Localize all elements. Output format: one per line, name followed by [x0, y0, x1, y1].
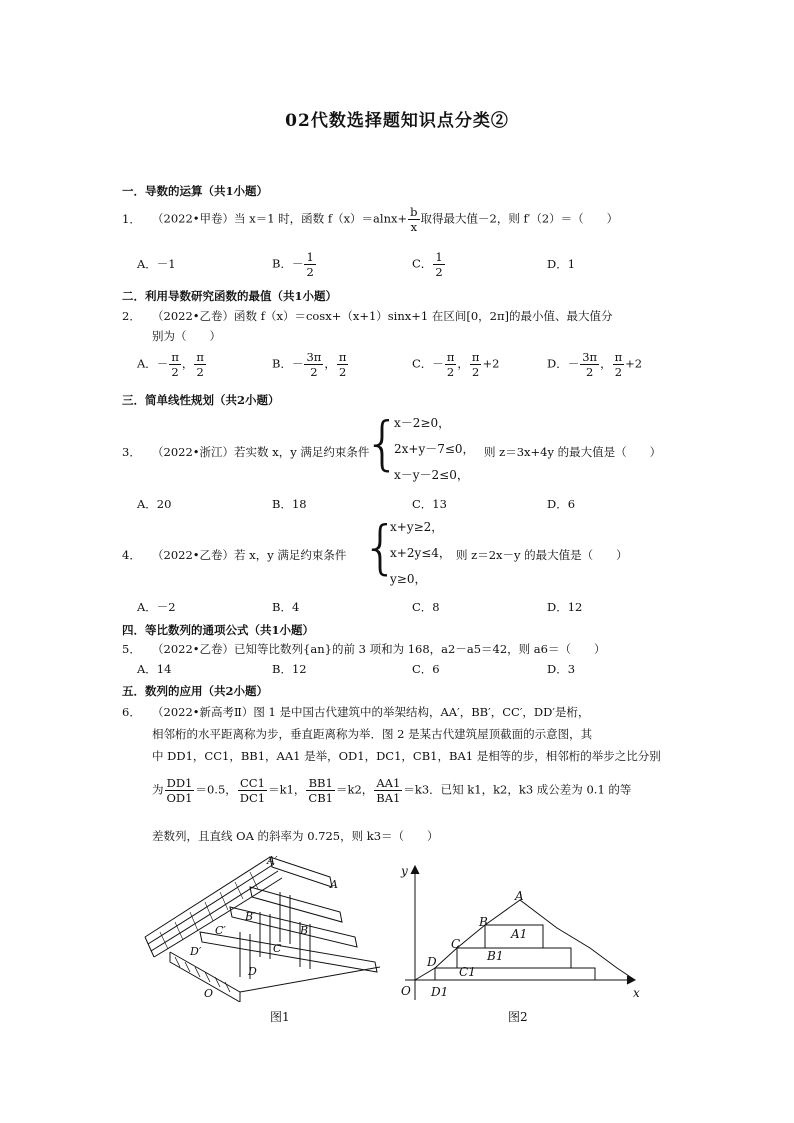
label-d1: D1 — [431, 985, 449, 999]
section-heading-4: 四．等比数列的通项公式（共1小题） — [122, 623, 314, 637]
option-c[interactable]: C． $\frac{1}{2}$ — [412, 250, 443, 279]
label-b-prime: B′ — [245, 910, 256, 923]
option-c[interactable]: C．6 — [412, 662, 440, 676]
question-6-line-3: 中 DD1，CC1，BB1，AA1 是举，OD1，DC1，CB1，BA1 是相等的步，相邻桁的举步之比分别 — [152, 749, 661, 763]
option-a[interactable]: A．－2 — [137, 600, 176, 614]
question-1-options — [137, 250, 697, 279]
question-1 — [122, 205, 618, 234]
option-d[interactable]: D．3 — [547, 662, 576, 676]
question-6-line-1: 6． （2022•新高考Ⅱ）图 1 是中国古代建筑中的举架结构，AA′，BB′，CC′，DD′是桁， — [122, 705, 590, 719]
constraint-2: x+2y≤4， — [390, 546, 451, 560]
label-a-prime: A′ — [267, 854, 278, 867]
label-d: D — [248, 965, 257, 978]
option-a[interactable]: A．－1 — [137, 257, 176, 271]
question-6-line-5: 差数列，且直线 OA 的斜率为 0.725，则 k3＝（ ） — [152, 829, 439, 843]
constraint-1: x+y≥2， — [390, 520, 444, 534]
option-b[interactable]: B．－ $\frac{3\pi}{2}$ ， $\frac{\pi}{2}$ — [272, 350, 347, 379]
option-a[interactable]: A．20 — [137, 497, 172, 511]
label-c1: C1 — [459, 965, 476, 979]
section-heading-2: 二．利用导数研究函数的最值（共1小题） — [122, 289, 337, 303]
label-d-prime: D′ — [190, 945, 202, 958]
label-b1: B1 — [487, 949, 504, 963]
label-c-prime: C′ — [215, 924, 226, 937]
figure-2-cross-section — [395, 860, 655, 1005]
option-c[interactable]: C．13 — [412, 497, 447, 511]
left-brace: { — [362, 513, 399, 581]
origin-label: O — [401, 984, 411, 998]
left-brace: { — [364, 409, 401, 477]
question-4-post: 则 z＝2x－y 的最大值是（ ） — [456, 548, 628, 562]
question-5: 5． （2022•乙卷）已知等比数列{an}的前 3 项和为 168，a2－a5＝42，则 a6＝（ ） — [122, 642, 606, 656]
question-2-line-1: 2． （2022•乙卷）函数 f（x）＝cosx+（x+1）sinx+1 在区间[0，2π]的最小值、最大值分 — [122, 309, 613, 323]
section-heading-5: 五．数列的应用（共2小题） — [122, 684, 269, 698]
page-title: 02代数选择题知识点分类② — [285, 111, 509, 131]
label-d: D — [427, 955, 437, 969]
question-1-text-post: 取得最大值－2，则 f′（2）＝（ ） — [420, 211, 619, 226]
question-6-line-2: 相邻桁的水平距离称为步，垂直距离称为举．图 2 是某古代建筑屋顶截面的示意图，其 — [152, 727, 593, 741]
label-a: A — [515, 889, 524, 903]
axis-x-label: x — [633, 986, 640, 1000]
option-b[interactable]: B．18 — [272, 497, 307, 511]
label-c: C — [273, 942, 282, 955]
option-b[interactable]: B．4 — [272, 600, 300, 614]
question-6-line-4: 为 $\frac{DD1}{OD1}$ ＝0.5， $\frac{CC1}{DC1}$ ＝k1， $\frac{BB1}{CB1}$ ＝k2， $\frac{AA1}{BA1}$ ＝k3．已知 k1，k2，k3 成公差为 0.1 的等 — [152, 776, 632, 805]
figure-2-caption: 图2 — [508, 1010, 528, 1024]
label-b: B — [300, 924, 309, 937]
constraint-3: y≥0， — [390, 572, 427, 586]
option-b[interactable]: B．－ $\frac{1}{2}$ — [272, 250, 314, 279]
axis-y-label: y — [401, 864, 408, 878]
question-4: 4． （2022•乙卷）若 x，y 满足约束条件 — [122, 548, 347, 562]
constraint-system-3 — [364, 409, 488, 486]
question-1-text-pre: （2022•甲卷）当 x＝1 时，函数 f（x）＝alnx+ — [152, 211, 408, 226]
fraction-b-over-x: $\frac{b}{x}$ — [410, 205, 418, 234]
option-b[interactable]: B．12 — [272, 662, 307, 676]
section-heading-3: 三．简单线性规划（共2小题） — [122, 393, 280, 407]
label-a1: A1 — [511, 927, 528, 941]
question-number: 1． — [122, 211, 141, 226]
question-2-line-2: 别为（ ） — [152, 329, 221, 343]
figure-1-caption: 图1 — [270, 1010, 290, 1024]
option-d[interactable]: D．6 — [547, 497, 576, 511]
figure-1-roof-structure — [140, 852, 390, 1002]
option-d[interactable]: D．－ $\frac{3\pi}{2}$ ， $\frac{\pi}{2}$ +2 — [547, 350, 643, 379]
question-3-post: 则 z＝3x+4y 的最大值是（ ） — [484, 445, 662, 459]
label-a: A — [330, 878, 338, 891]
label-b: B — [479, 915, 488, 929]
option-c[interactable]: C．－ $\frac{\pi}{2}$ ， $\frac{\pi}{2}$ +2 — [412, 350, 500, 379]
constraint-system-4 — [362, 513, 466, 590]
constraint-1: x－2≥0， — [394, 416, 451, 430]
label-c: C — [451, 937, 461, 951]
option-a[interactable]: A．14 — [137, 662, 172, 676]
constraint-2: 2x+y－7≤0， — [394, 442, 475, 456]
option-d[interactable]: D．12 — [547, 600, 583, 614]
section-heading-1: 一．导数的运算（共1小题） — [122, 184, 269, 198]
question-3: 3． （2022•浙江）若实数 x，y 满足约束条件 — [122, 445, 370, 459]
option-c[interactable]: C．8 — [412, 600, 440, 614]
question-2-options — [137, 350, 697, 379]
constraint-3: x－y－2≤0， — [394, 468, 469, 482]
label-o: O — [204, 987, 214, 1000]
option-d[interactable]: D．1 — [547, 257, 576, 271]
option-a[interactable]: A．－ $\frac{\pi}{2}$ ， $\frac{\pi}{2}$ — [137, 350, 204, 379]
